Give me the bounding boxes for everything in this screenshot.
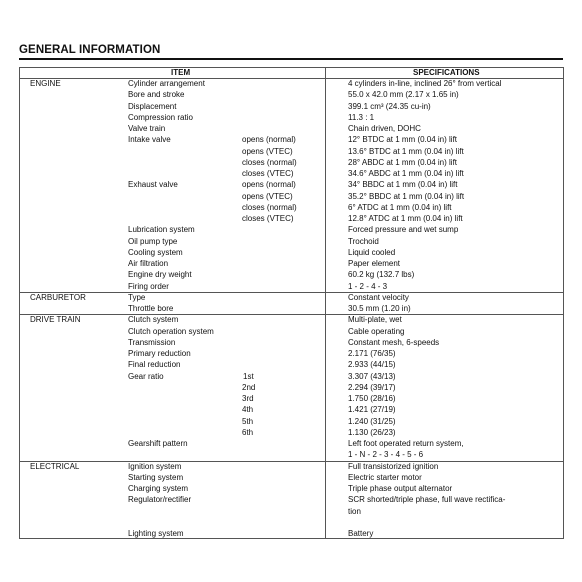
row-item: Throttle bore xyxy=(128,304,174,313)
title-rule xyxy=(19,58,563,60)
row-item: Bore and stroke xyxy=(128,90,185,100)
row-spec: SCR shorted/triple phase, full wave rectifica- xyxy=(348,495,506,505)
row-spec: Paper element xyxy=(348,259,401,268)
header-item: ITEM xyxy=(171,68,191,77)
table-row xyxy=(20,203,563,213)
row-spec: Constant mesh, 6-speeds xyxy=(348,337,440,347)
row-spec: 34° BBDC at 1 mm (0.04 in) lift xyxy=(348,180,458,190)
table-row xyxy=(20,495,563,505)
table-row xyxy=(20,237,563,247)
row-spec: 34.6° ABDC at 1 mm (0.04 in) lift xyxy=(348,169,464,178)
row-subitem: closes (VTEC) xyxy=(242,169,294,178)
header-specifications: SPECIFICATIONS xyxy=(413,68,480,77)
table-row xyxy=(20,372,563,382)
table-row xyxy=(20,248,563,258)
table-row xyxy=(20,518,563,528)
row-spec: Electric starter motor xyxy=(348,472,422,482)
row-spec: 2.294 (39/17) xyxy=(348,382,396,392)
row-spec: 1.130 (26/23) xyxy=(348,427,396,437)
table-row xyxy=(20,462,563,472)
row-spec: 1 - N - 2 - 3 - 4 - 5 - 6 xyxy=(348,450,424,460)
row-spec: 2.171 (76/35) xyxy=(348,349,396,358)
row-item: Lighting system xyxy=(128,529,184,538)
row-spec: 2.933 (44/15) xyxy=(348,360,396,370)
row-spec: Left foot operated return system, xyxy=(348,439,464,448)
row-spec: 12.8° ATDC at 1 mm (0.04 in) lift xyxy=(348,214,463,223)
row-subitem: opens (VTEC) xyxy=(242,191,293,201)
row-item: Clutch system xyxy=(128,315,179,325)
row-spec: Full transistorized ignition xyxy=(348,461,439,471)
row-spec: Triple phase output alternator xyxy=(348,484,453,493)
table-row xyxy=(20,293,563,303)
row-spec: Liquid cooled xyxy=(348,247,396,257)
table-row xyxy=(20,102,563,112)
row-item: Displacement xyxy=(128,101,177,111)
table-row xyxy=(20,225,563,235)
row-spec: 30.5 mm (1.20 in) xyxy=(348,304,411,313)
table-row xyxy=(20,192,563,202)
table-row xyxy=(20,405,563,415)
row-item: Compression ratio xyxy=(128,112,193,122)
row-spec: 4 cylinders in-line, inclined 26° from vertical xyxy=(348,79,502,88)
row-spec: 12° BTDC at 1 mm (0.04 in) lift xyxy=(348,135,458,145)
table-row xyxy=(20,147,563,157)
row-category: ENGINE xyxy=(30,79,61,88)
row-spec: 6° ATDC at 1 mm (0.04 in) lift xyxy=(348,202,452,212)
row-spec: Cable operating xyxy=(348,326,405,336)
row-spec: 55.0 x 42.0 mm (2.17 x 1.65 in) xyxy=(348,90,459,100)
row-spec: 35.2° BBDC at 1 mm (0.04 in) lift xyxy=(348,191,465,201)
row-subitem: closes (normal) xyxy=(242,202,297,212)
row-item: Air filtration xyxy=(128,259,169,268)
row-spec: 1 - 2 - 4 - 3 xyxy=(348,281,388,291)
table-row xyxy=(20,180,563,190)
row-spec: 3.307 (43/13) xyxy=(348,371,396,381)
row-item: Primary reduction xyxy=(128,349,191,358)
row-subitem: 2nd xyxy=(242,382,256,392)
table-row xyxy=(20,439,563,449)
table-row xyxy=(20,394,563,404)
table-row xyxy=(20,214,563,224)
table-row xyxy=(20,79,563,89)
table-row xyxy=(20,428,563,438)
table-row xyxy=(20,113,563,123)
row-spec: Chain driven, DOHC xyxy=(348,124,421,133)
row-subitem: 3rd xyxy=(242,394,254,403)
row-item: Firing order xyxy=(128,281,169,291)
row-item: Charging system xyxy=(128,484,189,493)
row-category: ELECTRICAL xyxy=(30,461,80,471)
table-row xyxy=(20,259,563,269)
row-spec: 1.240 (31/25) xyxy=(348,416,396,426)
row-spec: 1.750 (28/16) xyxy=(348,394,396,403)
row-item: Ignition system xyxy=(128,461,182,471)
table-row xyxy=(20,327,563,337)
row-item: Final reduction xyxy=(128,360,181,370)
table-row xyxy=(20,282,563,292)
row-item: Oil pump type xyxy=(128,236,178,246)
row-item: Type xyxy=(128,292,146,302)
table-row xyxy=(20,338,563,348)
row-item: Clutch operation system xyxy=(128,326,214,336)
table-row xyxy=(20,315,563,325)
row-item: Gearshift pattern xyxy=(128,439,188,448)
row-item: Gear ratio xyxy=(128,371,164,381)
row-spec: Battery xyxy=(348,529,374,538)
table-row xyxy=(20,270,563,280)
row-item: Starting system xyxy=(128,472,184,482)
table-row xyxy=(20,360,563,370)
row-item: Exhaust valve xyxy=(128,180,178,190)
table-row xyxy=(20,383,563,393)
row-subitem: opens (normal) xyxy=(242,180,296,190)
table-row xyxy=(20,529,563,539)
row-spec: Constant velocity xyxy=(348,292,409,302)
row-item: Intake valve xyxy=(128,135,171,145)
table-row xyxy=(20,507,563,517)
table-header xyxy=(20,68,563,79)
row-spec: 28° ABDC at 1 mm (0.04 in) lift xyxy=(348,157,458,167)
row-subitem: opens (normal) xyxy=(242,135,296,145)
table-row xyxy=(20,90,563,100)
row-subitem: 4th xyxy=(242,405,254,415)
row-item: Transmission xyxy=(128,337,176,347)
table-row xyxy=(20,473,563,483)
row-item: Valve train xyxy=(128,124,166,133)
row-spec: 11.3 : 1 xyxy=(348,112,375,122)
row-subitem: 6th xyxy=(242,427,254,437)
row-spec: 60.2 kg (132.7 lbs) xyxy=(348,270,415,280)
row-subitem: closes (VTEC) xyxy=(242,214,294,223)
table-row xyxy=(20,304,563,314)
row-item: Regulator/rectifier xyxy=(128,495,192,505)
spec-table xyxy=(19,67,564,539)
row-subitem: opens (VTEC) xyxy=(242,146,293,156)
row-item: Cooling system xyxy=(128,247,183,257)
row-spec: 13.6° BTDC at 1 mm (0.04 in) lift xyxy=(348,146,464,156)
table-row xyxy=(20,417,563,427)
row-item: Lubrication system xyxy=(128,225,195,235)
row-item: Engine dry weight xyxy=(128,270,192,280)
table-row xyxy=(20,158,563,168)
row-subitem: 5th xyxy=(242,416,254,426)
table-row xyxy=(20,124,563,134)
row-item: Cylinder arrangement xyxy=(128,79,205,88)
table-row xyxy=(20,135,563,145)
page-title: GENERAL INFORMATION xyxy=(19,44,161,56)
row-spec: Forced pressure and wet sump xyxy=(348,225,459,235)
row-spec: Trochoid xyxy=(348,236,379,246)
row-category: CARBURETOR xyxy=(30,292,86,302)
row-spec: 1.421 (27/19) xyxy=(348,405,396,415)
row-category: DRIVE TRAIN xyxy=(30,315,81,325)
row-subitem: closes (normal) xyxy=(242,157,297,167)
table-row xyxy=(20,349,563,359)
table-row xyxy=(20,484,563,494)
table-row xyxy=(20,169,563,179)
row-subitem: 1st xyxy=(243,371,254,381)
row-spec: tion xyxy=(348,506,361,516)
row-spec: 399.1 cm³ (24.35 cu-in) xyxy=(348,101,431,111)
row-spec: Multi-plate, wet xyxy=(348,315,402,325)
table-row xyxy=(20,450,563,460)
